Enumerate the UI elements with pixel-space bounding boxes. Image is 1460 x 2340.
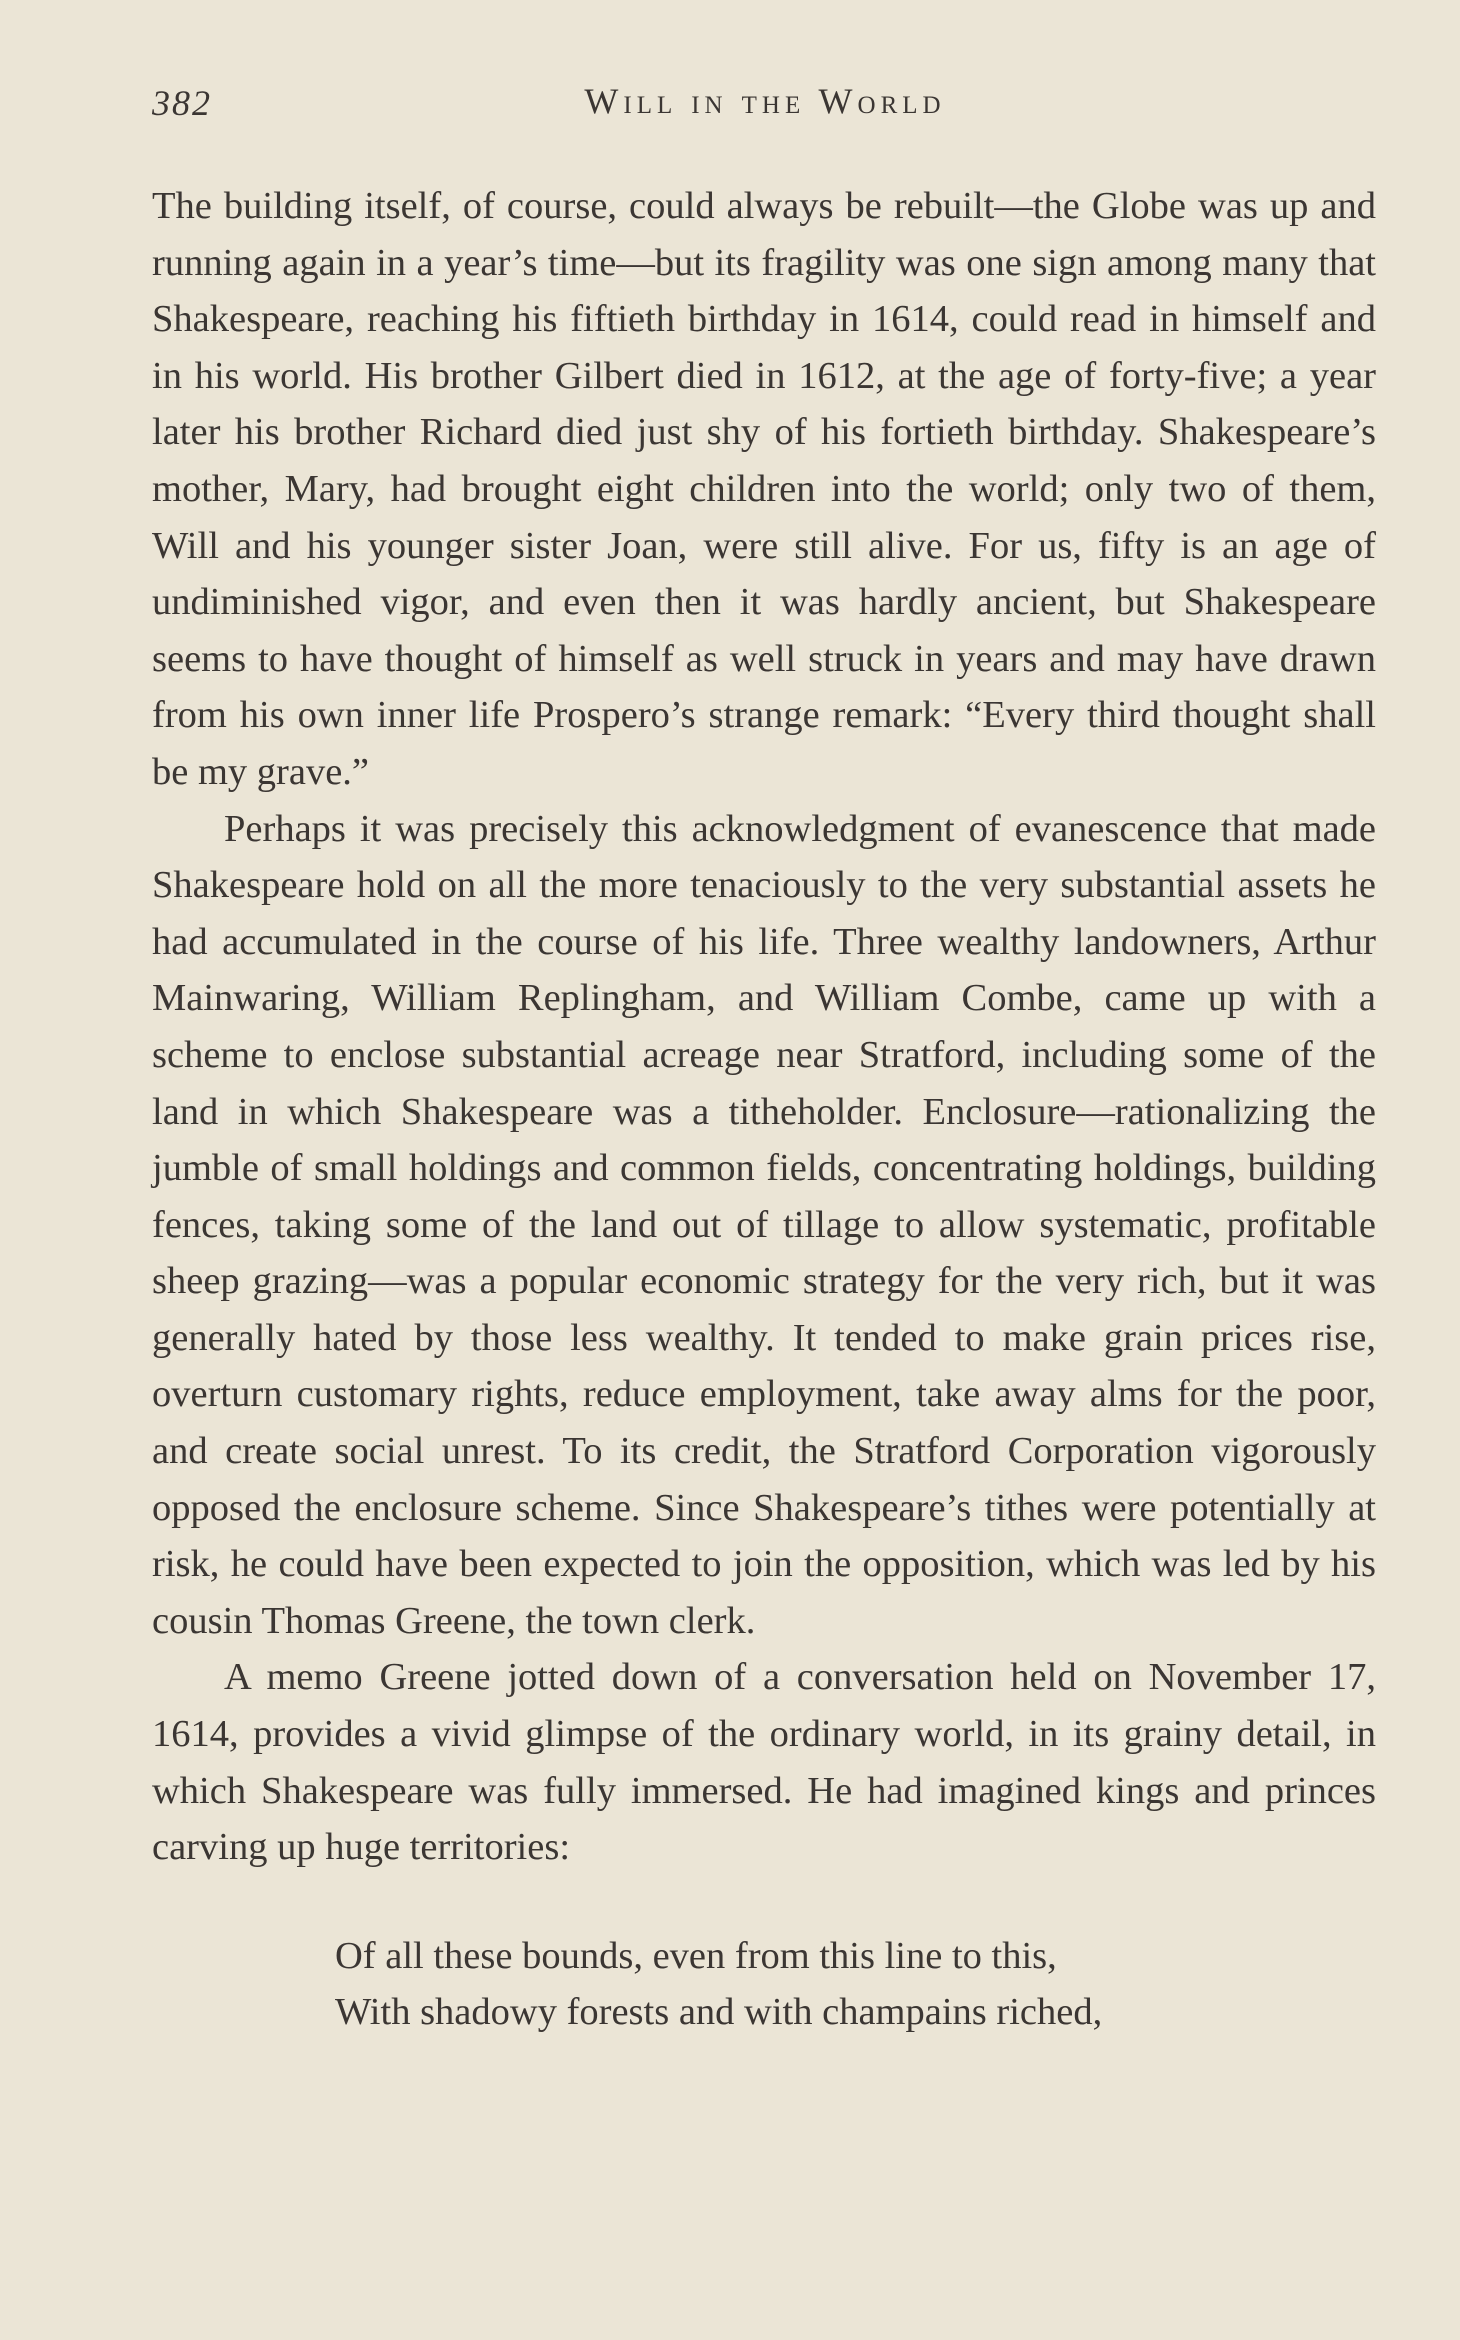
verse-line-1: Of all these bounds, even from this line to this,: [335, 1934, 1057, 1977]
paragraph-2: Perhaps it was precisely this acknowledgment of evanescence that made Shakespeare hold on all the more tenaciously to the very substantial assets he had accumulated in the course of his life. Three wealthy landowners, Arthur Mainwaring, William Replingham, and William Combe, came up with a scheme to enclose substantial acreage near Stratford, including some of the land in which Shakespeare was a titheholder. Enclosure—rationalizing the jumble of small holdings and common fields, concentrating holdings, building fences, taking some of the land out of tillage to allow systematic, profitable sheep grazing—was a popular economic strategy for the very rich, but it was generally hated by those less wealthy. It tended to make grain prices rise, overturn customary rights, reduce employment, take away alms for the poor, and create social unrest. To its credit, the Stratford Corporation vigorously opposed the enclosure scheme. Since Shakespeare’s tithes were potentially at risk, he could have been expected to join the opposition, which was led by his cousin Thomas Greene, the town clerk.: [152, 807, 1376, 1642]
page-number: 382: [152, 83, 212, 123]
running-title: Will in the World: [584, 81, 946, 121]
paragraph-3: A memo Greene jotted down of a conversation held on November 17, 1614, provides a vivid glimpse of the ordinary world, in its grainy detail, in which Shakespeare was fully immersed. He had imagined kings and princes carving up huge territories:: [152, 1656, 1376, 1869]
body-text: [152, 178, 1376, 2041]
verse-quotation: [335, 1928, 1376, 2041]
paragraph-1: The building itself, of course, could always be rebuilt—the Globe was up and running again in a year’s time—but its fragility was one sign among many that Shakespeare, reaching his fiftieth birthday in 1614, could read in himself and in his world. His brother Gilbert died in 1612, at the age of forty-five; a year later his brother Richard died just shy of his fortieth birthday. Shakespeare’s mother, Mary, had brought eight children into the world; only two of them, Will and his younger sister Joan, were still alive. For us, fifty is an age of undiminished vigor, and even then it was hardly ancient, but Shakespeare seems to have thought of himself as well struck in years and may have drawn from his own inner life Prospero’s strange remark: “Every third thought shall be my grave.”: [152, 185, 1376, 793]
running-head: [152, 72, 1378, 132]
verse-line-2: With shadowy forests and with champains riched,: [335, 1991, 1103, 2034]
